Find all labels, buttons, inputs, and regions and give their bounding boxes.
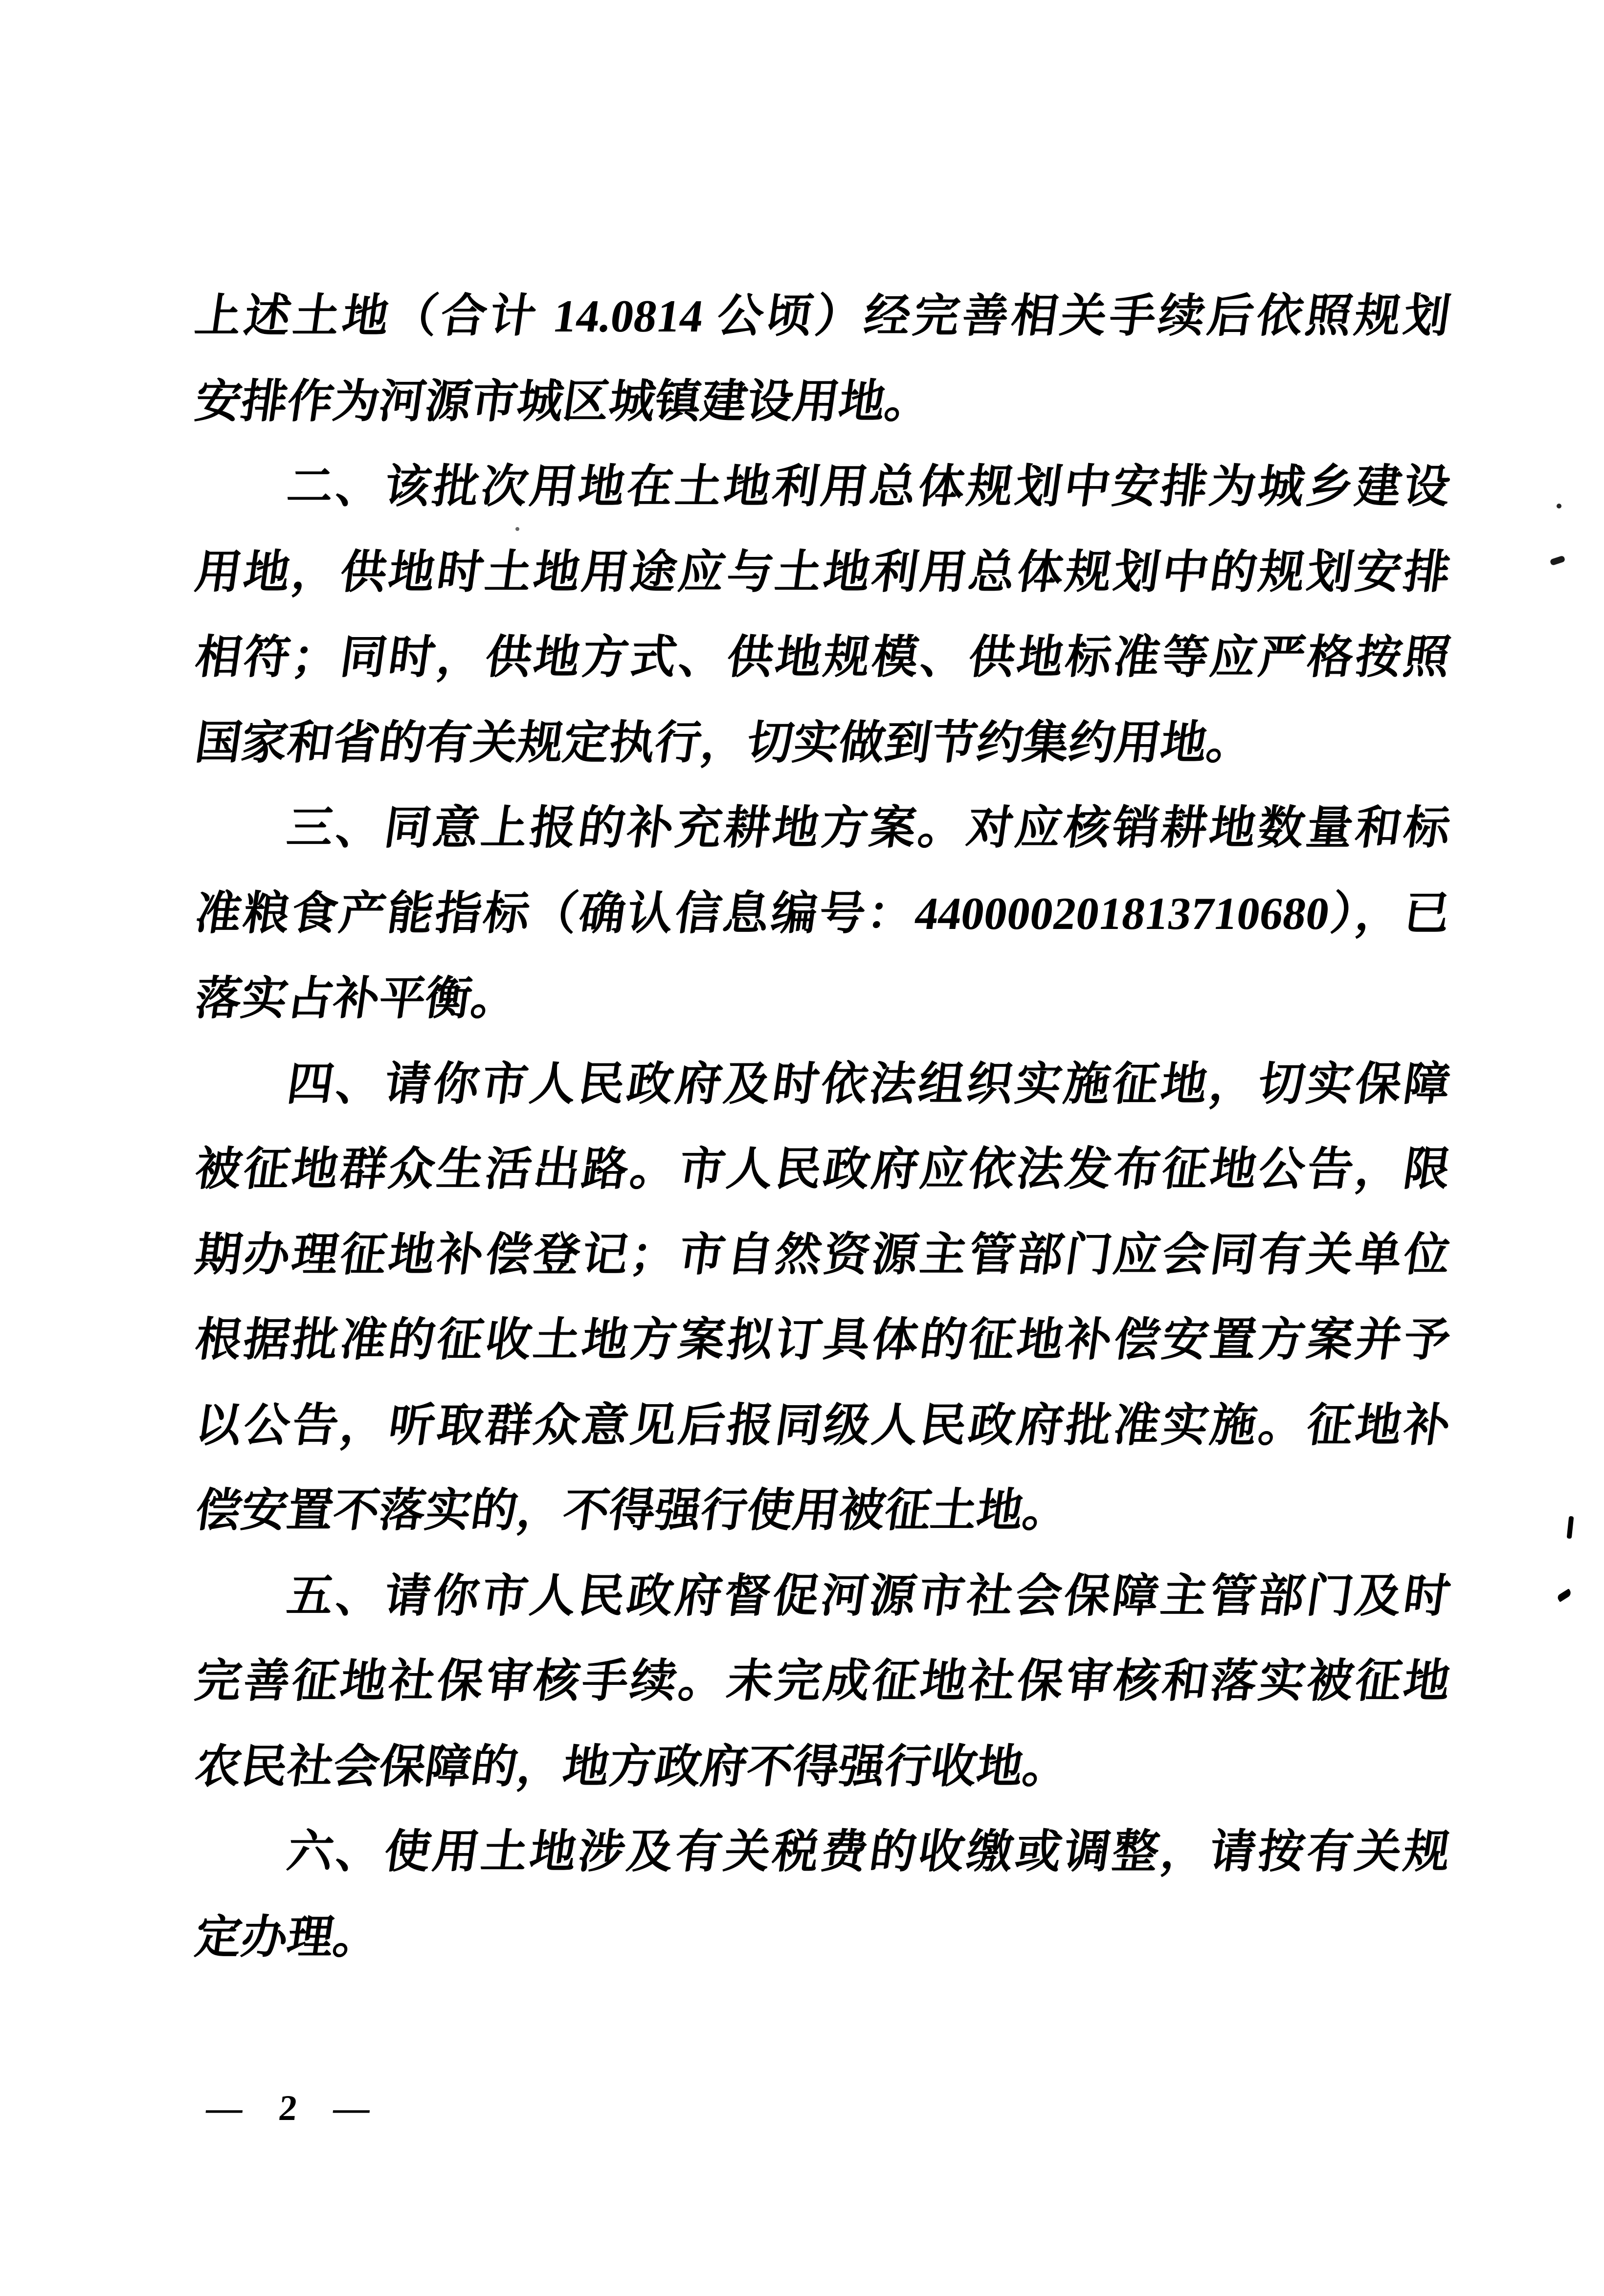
text-line: 相符；同时，供地方式、供地规模、供地标准等应严格按照 (192, 632, 1454, 683)
text-line: 四、请你市人民政府及时依法组织实施征地，切实保障 (284, 1059, 1454, 1110)
scan-artifact (515, 527, 519, 531)
text-line: 农民社会保障的，地方政府不得强行收地。 (192, 1741, 1073, 1792)
scan-artifact (1557, 1589, 1573, 1602)
text-line: 安排作为河源市城区城镇建设用地。 (192, 376, 935, 427)
page-number: — 2 — (204, 2088, 386, 2128)
text-line: 上述土地（合计 14.0814 公顷）经完善相关手续后依照规划 (192, 291, 1454, 342)
text-line: 用地，供地时土地用途应与土地利用总体规划中的规划安排 (192, 547, 1454, 598)
text-line: 准粮食产能指标（确认信息编号：440000201813710680），已 (192, 888, 1454, 939)
text-line: 三、同意上报的补充耕地方案。对应核销耕地数量和标 (284, 803, 1454, 854)
scan-artifact (1557, 504, 1561, 508)
text-line: 完善征地社保审核手续。未完成征地社保审核和落实被征地 (192, 1656, 1454, 1707)
text-line: 偿安置不落实的，不得强行使用被征土地。 (192, 1485, 1073, 1536)
text-line: 六、使用土地涉及有关税费的收缴或调整，请按有关规 (284, 1827, 1454, 1877)
scan-artifact (1567, 1516, 1574, 1539)
text-line: 定办理。 (192, 1912, 383, 1963)
scan-artifact (1550, 555, 1566, 566)
text-line: 被征地群众生活出路。市人民政府应依法发布征地公告，限 (192, 1144, 1454, 1195)
document-body (192, 274, 1454, 1980)
text-line: 二、该批次用地在土地利用总体规划中安排为城乡建设 (284, 462, 1454, 512)
text-line: 落实占补平衡。 (192, 973, 521, 1024)
text-line: 根据批准的征收土地方案拟订具体的征地补偿安置方案并予 (192, 1315, 1454, 1366)
text-line: 以公告，听取群众意见后报同级人民政府批准实施。征地补 (192, 1400, 1454, 1451)
text-line: 期办理征地补偿登记；市自然资源主管部门应会同有关单位 (192, 1229, 1454, 1280)
text-line: 国家和省的有关规定执行，切实做到节约集约用地。 (192, 717, 1257, 769)
text-line: 五、请你市人民政府督促河源市社会保障主管部门及时 (284, 1570, 1454, 1622)
